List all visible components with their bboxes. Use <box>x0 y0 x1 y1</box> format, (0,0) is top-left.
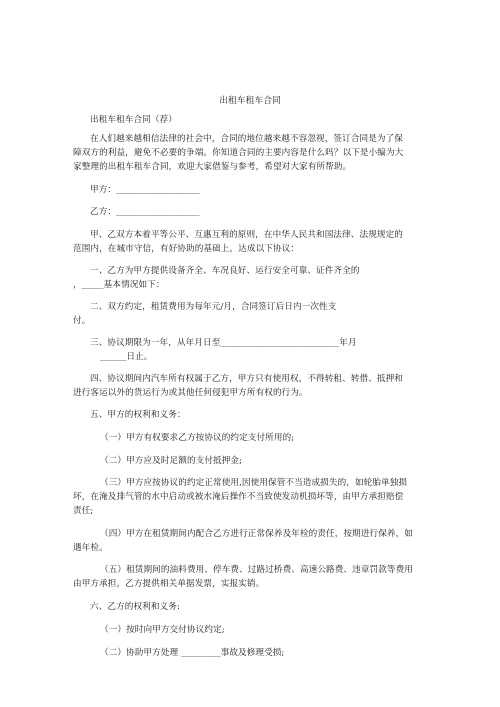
document-subtitle: 出租车租车合同（荐） <box>90 115 177 125</box>
clause-3-line-2: ______日止。 <box>100 352 153 362</box>
party-a-field: 甲方：___________________ <box>90 185 200 195</box>
clause-6-item-2: （二）协助甲方处理 _________事故及修理受损; <box>100 648 285 658</box>
clause-4-line-2: 进行客运以外的货运行为或其他任何侵犯甲方所有权的行为。 <box>73 388 308 398</box>
clause-4-line-1: 四、协议期间内汽车所有权属于乙方，甲方只有使用权，不得转租、转借、抵押和 <box>90 374 403 384</box>
preamble-line-1: 甲、乙双方本着平等公平、互惠互利的原则，在中华人民共和国法律、法规规定的 <box>90 230 403 240</box>
preamble-line-2: 范围内，在城市守信，有好协助的基础上，达成以下协议： <box>73 244 300 254</box>
clause-5-item-2: （二）甲方应及时足额的支付抵押金; <box>100 456 243 466</box>
clause-5-item-1: （一）甲方有权要求乙方按协议的约定支付所用的; <box>100 433 295 443</box>
clause-5-item-3-line-2: 坏，在淹及排气管的水中启动或被水淹后操作不当致使发动机损坏等，由甲方承担赔偿 <box>73 492 404 502</box>
clause-5-heading: 五、甲方的权利和义务： <box>90 410 186 420</box>
clause-5-item-4-line-1: （四）甲方在租赁期间内配合乙方进行正常保养及年检的责任，按期进行保养，如 <box>100 529 413 539</box>
clause-5-item-5-line-2: 由甲方承担，乙方提供相关单据发票，实报实销。 <box>73 579 265 589</box>
clause-3-line-1: 三、协议期限为一年，从年月日至___________________________年月 <box>90 338 357 348</box>
clause-2-line-1: 二、双方约定，租赁费用为每年元/月，合同签订后日内一次性支 <box>90 302 337 312</box>
clause-5-item-5-line-1: （五）租赁期间的油料费用、停车费、过路过桥费、高速公路费、违章罚款等费用 <box>100 565 413 575</box>
intro-line-1: 在人们越来越相信法律的社会中，合同的地位越来越不容忽视，签订合同是为了保 <box>90 134 403 144</box>
clause-5-item-3-line-3: 责任; <box>73 506 94 516</box>
intro-line-3: 家整理的出租车租车合同，欢迎大家借鉴与参考，希望对大家有所帮助。 <box>73 162 352 172</box>
clause-1-line-1: 一、乙方为甲方提供设备齐全、车况良好、运行安全可靠、证件齐全的 <box>90 266 360 276</box>
party-b-field: 乙方：___________________ <box>90 207 200 217</box>
clause-6-item-1: （一）按时向甲方交付协议约定; <box>100 625 225 635</box>
document-title: 出租车租车合同 <box>219 96 281 106</box>
clause-5-item-4-line-2: 遇年检。 <box>73 543 108 553</box>
clause-6-heading: 六、乙方的权利和义务: <box>90 602 180 612</box>
clause-1-line-2: ，_____基本情况如下： <box>73 280 165 290</box>
clause-2-line-2: 付。 <box>73 316 91 326</box>
intro-line-2: 障双方的利益，避免不必要的争端。你知道合同的主要内容是什么吗？以下是小编为大 <box>73 148 404 158</box>
clause-5-item-3-line-1: （三）甲方应按协议的约定正常使用,因使用保管不当造成损失的，如轮胎单独损 <box>100 478 408 488</box>
